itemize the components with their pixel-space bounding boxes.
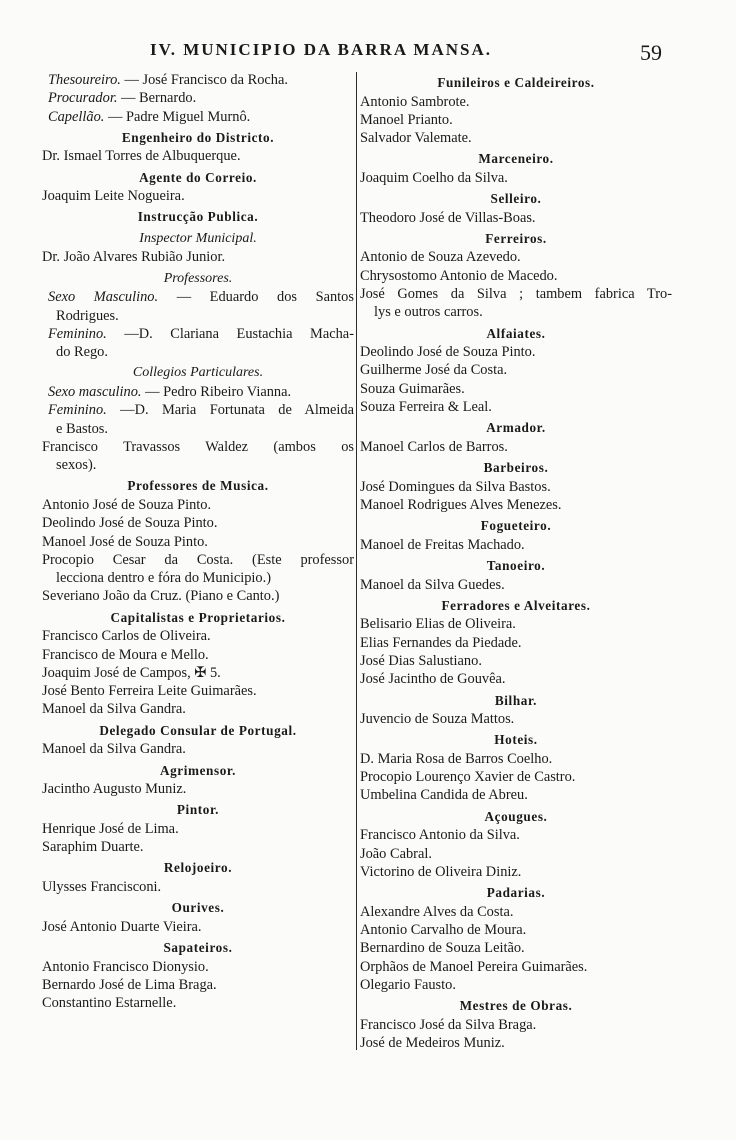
directory-entry: Umbelina Candida de Abreu.: [360, 787, 528, 804]
directory-entry: Jacintho Augusto Muniz.: [42, 781, 187, 798]
section-heading-sapateiros: Sapateiros.: [163, 940, 233, 955]
section-heading-pintor: Pintor.: [176, 802, 220, 818]
section-heading-ferreiros: Ferreiros.: [485, 230, 547, 246]
subsection-heading-professores: Professores.: [163, 270, 233, 286]
entry-role: Capellão.: [48, 108, 105, 125]
running-title: IV. MUNICIPIO DA BARRA MANSA.: [150, 40, 492, 59]
running-head: [0, 38, 736, 68]
directory-entry: Manoel Rodrigues Alves Menezes.: [360, 496, 562, 513]
directory-entry: Procopio Cesar da Costa. (Este professor: [42, 551, 354, 568]
directory-entry: Chrysostomo Antonio de Macedo.: [360, 267, 558, 284]
section-heading-mestres-de-obras: Mestres de Obras.: [459, 998, 573, 1014]
directory-entry: Joaquim Coelho da Silva.: [360, 169, 508, 186]
directory-entry: Theodoro José de Villas-Boas.: [360, 209, 536, 226]
directory-entry: Manoel Prianto.: [360, 111, 453, 128]
entry-text: — Bernardo.: [121, 90, 197, 107]
entry-text: — Padre Miguel Murnô.: [107, 108, 251, 125]
left-column: [42, 71, 354, 1012]
office-entry: [42, 401, 354, 419]
directory-entry: Orphãos de Manoel Pereira Guimarães.: [360, 958, 588, 975]
section-heading-ferradores-e-alveitares: Ferradores e Alveitares.: [441, 597, 591, 613]
directory-entry: Souza Guimarães.: [360, 380, 465, 397]
subsection-heading-inspector-municipal: Inspector Municipal.: [139, 230, 257, 246]
directory-entry: Francisco Travassos Waldez (ambos os: [42, 438, 354, 455]
section-heading-instruccao-publica: Instrucção Publica.: [137, 209, 259, 225]
section-heading-barbeiros: Barbeiros.: [483, 460, 549, 476]
right-column: [360, 71, 672, 1052]
entry-text: —D. Clariana Eustachia Macha-: [124, 325, 354, 342]
directory-entry: Bernardino de Souza Leitão.: [360, 940, 525, 957]
directory-entry: José Dias Salustiano.: [360, 652, 482, 669]
directory-entry: Dr. Ismael Torres de Albuquerque.: [42, 148, 241, 165]
column-divider: [356, 72, 357, 1050]
section-heading-tanoeiro: Tanoeiro.: [486, 558, 546, 574]
directory-entry: José Antonio Duarte Vieira.: [42, 918, 202, 935]
directory-entry: Henrique José de Lima.: [42, 820, 179, 837]
section-heading-hoteis: Hoteis.: [494, 732, 538, 748]
directory-entry: Guilherme José da Costa.: [360, 362, 508, 379]
directory-entry: Severiano João da Cruz. (Piano e Canto.): [42, 588, 280, 605]
directory-entry: Antonio de Souza Azevedo.: [360, 249, 521, 266]
directory-entry: José de Medeiros Muniz.: [360, 1034, 505, 1051]
office-entry: [42, 325, 354, 343]
directory-entry: Manoel da Silva Gandra.: [42, 701, 186, 718]
directory-entry: Francisco Antonio da Silva.: [360, 827, 520, 844]
directory-entry: Alexandre Alves da Costa.: [360, 903, 514, 920]
office-entry: [42, 288, 354, 306]
directory-entry: Saraphim Duarte.: [42, 839, 144, 856]
directory-entry: Francisco de Moura e Mello.: [42, 646, 209, 663]
directory-entry: Antonio Sambrote.: [360, 93, 470, 110]
directory-entry: Constantino Estarnelle.: [42, 995, 177, 1012]
directory-entry: Procopio Lourenço Xavier de Castro.: [360, 769, 576, 786]
continuation-line: Rodrigues.: [56, 307, 119, 324]
directory-entry: José Gomes da Silva ; tambem fabrica Tro-: [360, 286, 672, 303]
subsection-heading-collegios-particulares: Collegios Particulares.: [132, 365, 264, 381]
entry-text: — Eduardo dos Santos: [176, 289, 354, 306]
section-heading-funileiros-e-caldeireiros: Funileiros e Caldeireiros.: [437, 75, 595, 90]
section-heading-capitalistas-e-proprietarios: Capitalistas e Proprietarios.: [110, 609, 286, 625]
entry-text: — Pedro Ribeiro Vianna.: [145, 383, 292, 400]
directory-entry: Deolindo José de Souza Pinto.: [42, 515, 218, 532]
section-heading-relojoeiro: Relojoeiro.: [163, 860, 233, 876]
continuation-line: lecciona dentro e fóra do Municipio.): [56, 570, 271, 587]
directory-entry: Elias Fernandes da Piedade.: [360, 634, 522, 651]
section-heading-selleiro: Selleiro.: [490, 191, 542, 207]
continuation-line: sexos).: [56, 457, 97, 474]
directory-entry: Ulysses Francisconi.: [42, 878, 162, 895]
entry-role: Feminino.: [48, 325, 107, 342]
directory-entry: Deolindo José de Souza Pinto.: [360, 344, 536, 361]
directory-entry: José Domingues da Silva Bastos.: [360, 478, 551, 495]
entry-text: —D. Maria Fortunata de Almeida: [120, 402, 354, 419]
entry-role: Thesoureiro.: [48, 72, 121, 88]
section-heading-alfaiates: Alfaiates.: [486, 325, 546, 341]
directory-entry: Joaquim José de Campos, ✠ 5.: [42, 664, 221, 681]
directory-entry: João Cabral.: [360, 845, 432, 862]
office-entry: [42, 89, 354, 107]
directory-entry: Victorino de Oliveira Diniz.: [360, 863, 522, 880]
directory-entry: Dr. João Alvares Rubião Junior.: [42, 249, 226, 266]
section-heading-agente-do-correio: Agente do Correio.: [139, 169, 257, 185]
section-heading-acougues: Açougues.: [484, 808, 548, 824]
page-number: 59: [640, 40, 662, 65]
directory-entry: Manoel da Silva Guedes.: [360, 576, 505, 593]
directory-entry: Manoel José de Souza Pinto.: [42, 533, 208, 550]
directory-entry: D. Maria Rosa de Barros Coelho.: [360, 750, 553, 767]
directory-entry: Juvencio de Souza Mattos.: [360, 711, 515, 728]
directory-entry: Joaquim Leite Nogueira.: [42, 188, 185, 205]
section-heading-armador: Armador.: [486, 420, 546, 436]
entry-role: Sexo masculino.: [48, 383, 142, 400]
section-heading-engenheiro-do-districto: Engenheiro do Districto.: [121, 129, 275, 145]
directory-entry: Antonio Carvalho de Moura.: [360, 921, 527, 938]
directory-entry: Belisario Elias de Oliveira.: [360, 616, 516, 633]
directory-entry: José Bento Ferreira Leite Guimarães.: [42, 683, 257, 700]
entry-text: — José Francisco da Rocha.: [124, 72, 288, 88]
continuation-line: lys e outros carros.: [374, 304, 483, 321]
directory-entry: Antonio José de Souza Pinto.: [42, 496, 212, 513]
continuation-line: e Bastos.: [56, 420, 108, 437]
directory-entry: Manoel da Silva Gandra.: [42, 741, 186, 758]
directory-entry: Salvador Valemate.: [360, 130, 472, 147]
section-heading-agrimensor: Agrimensor.: [159, 762, 237, 778]
section-heading-fogueteiro: Fogueteiro.: [480, 518, 552, 534]
directory-entry: Manoel de Freitas Machado.: [360, 536, 525, 553]
entry-role: Procurador.: [48, 90, 118, 107]
entry-role: Feminino.: [48, 402, 107, 419]
directory-entry: Antonio Francisco Dionysio.: [42, 958, 209, 975]
continuation-line: do Rego.: [56, 344, 108, 361]
directory-entry: Souza Ferreira & Leal.: [360, 399, 492, 416]
directory-entry: Francisco José da Silva Braga.: [360, 1016, 537, 1033]
directory-entry: Olegario Fausto.: [360, 976, 456, 993]
section-heading-bilhar: Bilhar.: [494, 692, 538, 708]
entry-role: Sexo Masculino.: [48, 289, 159, 306]
office-entry: [42, 108, 354, 126]
directory-entry: José Jacintho de Gouvêa.: [360, 671, 506, 688]
section-heading-delegado-consular-de-portugal: Delegado Consular de Portugal.: [99, 722, 297, 738]
directory-entry: Bernardo José de Lima Braga.: [42, 976, 217, 993]
section-heading-professores-de-musica: Professores de Musica.: [127, 478, 269, 494]
directory-entry: Francisco Carlos de Oliveira.: [42, 628, 211, 645]
section-heading-ourives: Ourives.: [171, 900, 225, 916]
section-heading-marceneiro: Marceneiro.: [478, 151, 554, 167]
office-entry: [42, 71, 354, 89]
office-entry: [42, 383, 354, 401]
directory-entry: Manoel Carlos de Barros.: [360, 438, 508, 455]
section-heading-padarias: Padarias.: [486, 885, 546, 901]
